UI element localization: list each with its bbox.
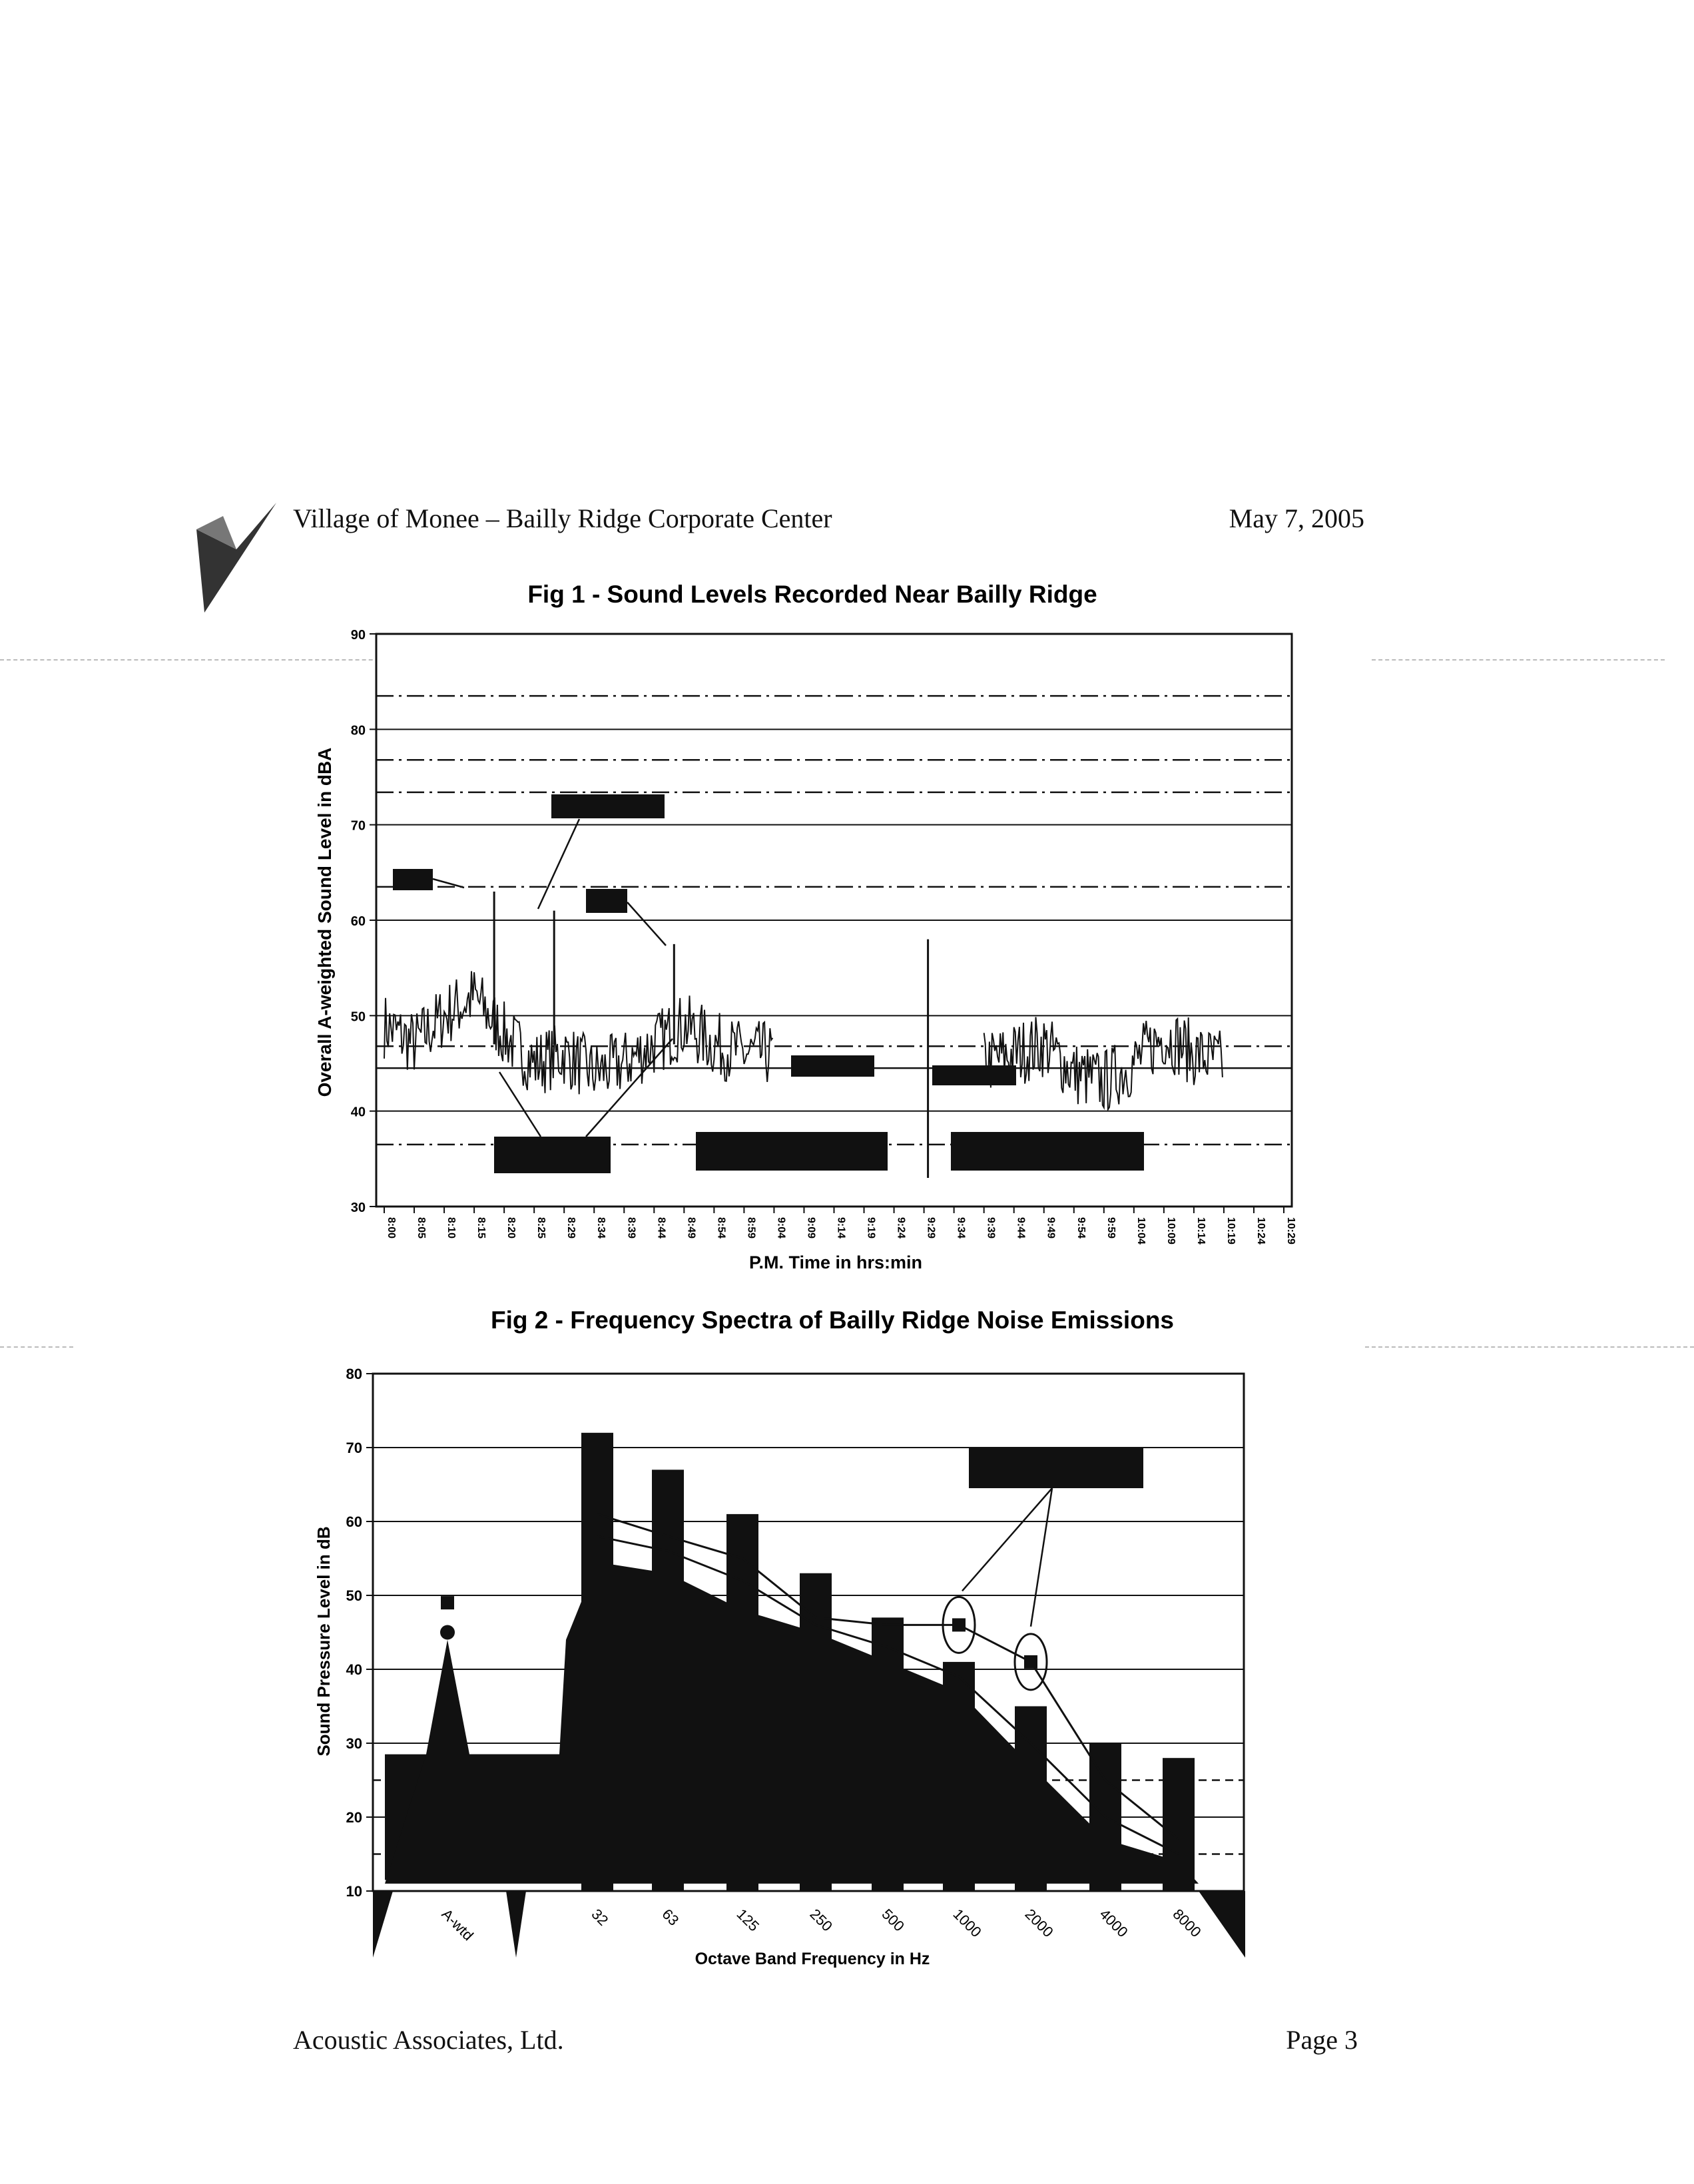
fig1-y-tick-label: 90 [350, 628, 366, 643]
fig1-y-tick-label: 60 [350, 914, 366, 929]
fig2-xlabel: Octave Band Frequency in Hz [695, 1950, 930, 1968]
header-title: Village of Monee – Bailly Ridge Corporate Center [293, 503, 832, 533]
fig1-x-tick-label: 8:15 [475, 1217, 487, 1239]
fig1-x-tick-label: 10:24 [1255, 1217, 1267, 1244]
footer-company: Acoustic Associates, Ltd. [293, 2025, 564, 2055]
fig1-x-tick-label: 9:04 [775, 1217, 787, 1239]
fig1-y-tick-label: 40 [350, 1105, 366, 1120]
fig1-x-tick-label: 9:24 [895, 1217, 907, 1239]
fig1-x-tick-label: 8:59 [745, 1217, 757, 1239]
fig1-x-tick-label: 8:49 [685, 1217, 697, 1239]
fig1-x-tick-label: 9:19 [865, 1217, 877, 1239]
fig2-x-tick-label: A-wtd [438, 1905, 477, 1944]
fig2-highlight-point [952, 1618, 966, 1631]
fig1-x-tick-label: 10:09 [1165, 1217, 1177, 1244]
fig2-y-tick-label: 20 [346, 1809, 362, 1826]
fig1-x-tick-label: 8:34 [595, 1217, 607, 1239]
fig2-series-marker [441, 1596, 454, 1609]
fig2-x-tick-label: 2000 [1021, 1905, 1057, 1941]
fig1-x-tick-label: 10:29 [1285, 1217, 1296, 1244]
fig2-y-tick-label: 40 [346, 1661, 362, 1678]
fig1-y-tick-label: 30 [350, 1201, 366, 1215]
fig2-x-tick-label: 250 [806, 1905, 836, 1935]
fig1-x-tick-label: 9:59 [1105, 1217, 1117, 1239]
fig2-x-tick-label: 8000 [1169, 1905, 1205, 1941]
fig1-x-tick-label: 9:39 [985, 1217, 997, 1239]
fig2-bar [581, 1433, 613, 1891]
fig2-y-tick-label: 50 [346, 1587, 362, 1604]
fig2-bar [1163, 1758, 1195, 1891]
fig2-x-tick-label: 32 [588, 1905, 612, 1929]
fig1-x-tick-label: 9:09 [805, 1217, 817, 1239]
fig1-x-tick-label: 8:05 [416, 1217, 427, 1239]
fig2-y-tick-label: 80 [346, 1366, 362, 1382]
fig2-bar [943, 1662, 975, 1891]
fig2-x-tick-label: 4000 [1096, 1905, 1131, 1941]
fig2-y-tick-label: 60 [346, 1513, 362, 1530]
fig2-bar [800, 1573, 832, 1891]
fig1-y-tick-label: 70 [350, 818, 366, 834]
fig1-x-tick-label: 10:19 [1225, 1217, 1237, 1244]
fig1-x-tick-label: 10:04 [1135, 1217, 1147, 1244]
fig1-x-tick-label: 9:54 [1075, 1217, 1087, 1239]
fig2-redacted-callout [969, 1448, 1143, 1488]
fig2-bar [726, 1514, 758, 1891]
fig2-ylabel: Sound Pressure Level in dB [314, 1526, 334, 1757]
footer-page: Page 3 [1286, 2025, 1358, 2055]
fig1-x-tick-label: 9:34 [955, 1217, 967, 1239]
fig2-title: Fig 2 - Frequency Spectra of Bailly Ridge Noise Emissions [491, 1306, 1174, 1334]
fig2-y-tick-label: 30 [346, 1735, 362, 1752]
fig1-x-tick-label: 8:25 [535, 1217, 547, 1239]
fig1-y-tick-label: 80 [350, 723, 366, 738]
fig1-x-tick-label: 10:14 [1195, 1217, 1207, 1244]
header-date: May 7, 2005 [1229, 503, 1364, 533]
fig2-highlight-point [1024, 1655, 1037, 1669]
fig2-x-tick-label: 500 [878, 1905, 908, 1935]
fig1-x-tick-label: 9:49 [1045, 1217, 1057, 1239]
fig2-x-tick-label: 1000 [950, 1905, 985, 1941]
fig1-x-tick-label: 8:39 [625, 1217, 637, 1239]
fig1-x-tick-label: 9:14 [835, 1217, 847, 1239]
fig1-x-tick-label: 8:10 [445, 1217, 457, 1239]
fig1-ylabel: Overall A-weighted Sound Level in dBA [314, 747, 335, 1097]
fig2-y-tick-label: 70 [346, 1440, 362, 1456]
fig2-bar [872, 1617, 904, 1891]
fig2-y-tick-label: 10 [346, 1883, 362, 1900]
fig1-x-tick-label: 8:54 [715, 1217, 727, 1239]
fig1-y-tick-label: 50 [350, 1009, 366, 1025]
fig1-title: Fig 1 - Sound Levels Recorded Near Bailly Ridge [527, 581, 1097, 608]
fig2-axis-decoration [373, 1891, 393, 1958]
fig1-x-tick-label: 8:00 [386, 1217, 397, 1239]
fig1-x-tick-label: 8:44 [655, 1217, 667, 1239]
fig2-series-marker [440, 1625, 455, 1640]
fig2-x-tick-label: 125 [733, 1905, 763, 1935]
fig2-axis-decoration [1199, 1891, 1245, 1958]
fig2-axis-decoration [506, 1891, 526, 1958]
fig1-x-tick-label: 9:29 [925, 1217, 937, 1239]
fig1-xlabel: P.M. Time in hrs:min [748, 1252, 923, 1272]
fig2-x-tick-label: 63 [659, 1905, 683, 1929]
fig1-x-tick-label: 8:29 [565, 1217, 577, 1239]
fig1-x-tick-label: 9:44 [1015, 1217, 1027, 1239]
fig1-x-tick-label: 8:20 [505, 1217, 517, 1239]
